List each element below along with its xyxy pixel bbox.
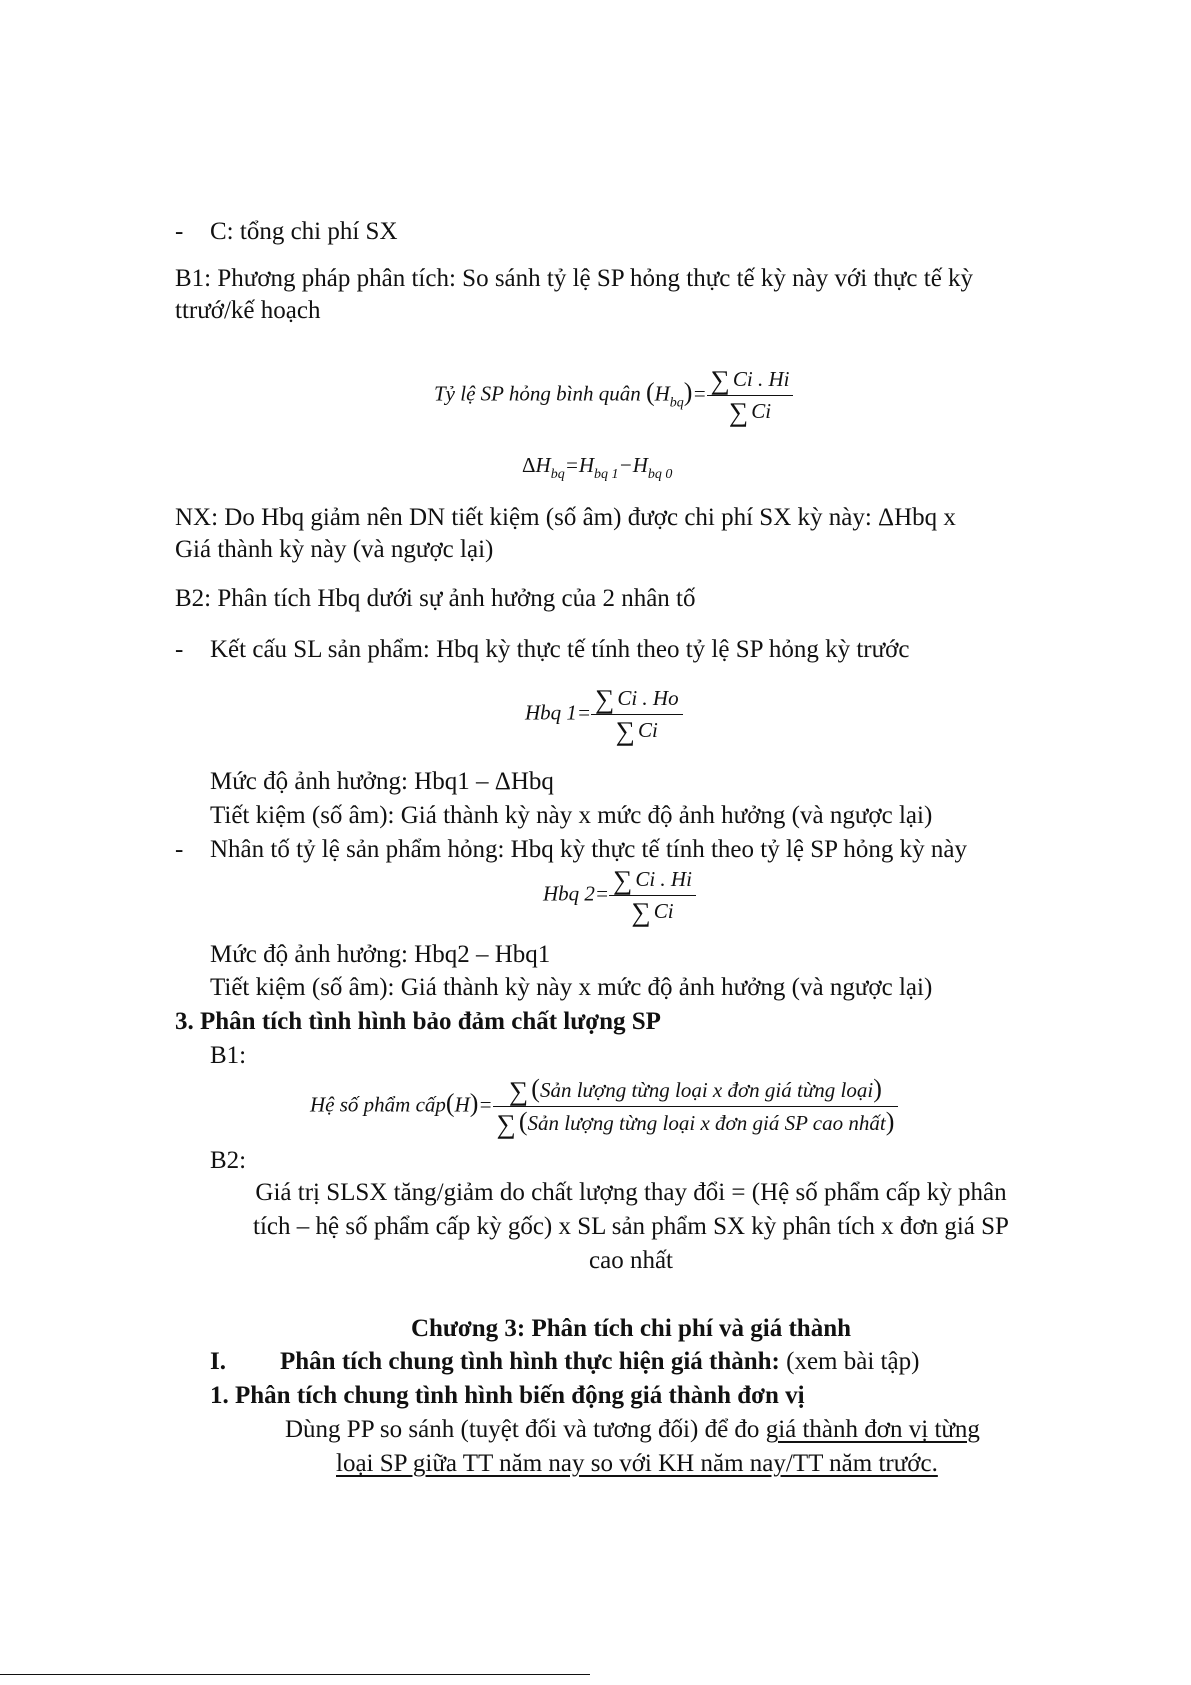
formula-delta-hbq: $\Delta H_{bq}=H_{bq 1}-H_{bq 0}$	[522, 453, 673, 482]
roman-numeral: I.	[210, 1348, 226, 1375]
c-definition: C: tổng chi phí SX	[210, 218, 398, 245]
effect1-text: Mức độ ảnh hưởng: Hbq1 – ΔHbq	[210, 768, 554, 795]
effect2-text: Mức độ ảnh hưởng: Hbq2 – Hbq1	[210, 941, 551, 968]
factor2-text: Nhân tố tỷ lệ sản phẩm hỏng: Hbq kỳ thực tế tính theo tỷ lệ SP hỏng kỳ này	[210, 836, 967, 863]
formula-he-so-pham-cap: Hệ số phẩm cấp(H)= $\frac{\text{∑ (Sản lượng từng loại x đơn giá từng loại)}}{\text{∑ (Sản lượng từng loại x đơn giá SP cao nhất)}}$	[310, 1076, 898, 1137]
section-3-heading: 3. Phân tích tình hình bảo đảm chất lượng SP	[175, 1008, 661, 1035]
subsection-1-heading: 1. Phân tích chung tình hình biến động giá thành đơn vị	[210, 1382, 805, 1409]
nx-line2: Giá thành kỳ này (và ngược lại)	[175, 536, 494, 563]
b2-title: B2: Phân tích Hbq dưới sự ảnh hưởng của 2 nhân tố	[175, 585, 696, 612]
b1-label: B1:	[210, 1042, 247, 1069]
formula-hbq-average: Tỷ lệ SP hỏng bình quân $(H_{bq})=$ $\frac{\sum Ci . Hi}{\sum Ci}$	[434, 366, 793, 425]
method-line2: loại SP giữa TT năm nay so với KH năm nay/TT năm trước.	[336, 1450, 938, 1477]
bullet-dash: -	[175, 218, 184, 245]
formula-hbq-label: Tỷ lệ SP hỏng bình quân	[434, 381, 641, 406]
quality-line3: cao nhất	[589, 1247, 673, 1274]
bullet-dash: -	[175, 636, 184, 663]
b1-method-line2: ttrướ/kế hoạch	[175, 297, 321, 324]
nx-line1: NX: Do Hbq giảm nên DN tiết kiệm (số âm) được chi phí SX kỳ này: ΔHbq x	[175, 504, 956, 531]
saving2-text: Tiết kiệm (số âm): Giá thành kỳ này x mức độ ảnh hưởng (và ngược lại)	[210, 974, 933, 1001]
b2-label: B2:	[210, 1147, 247, 1174]
bullet-dash: -	[175, 836, 184, 863]
method-line1: Dùng PP so sánh (tuyệt đối và tương đối) để đo giá thành đơn vị từng	[285, 1416, 980, 1443]
formula-hbq2: Hbq 2= $\frac{\sum Ci . Hi}{\sum Ci}$	[543, 866, 696, 925]
saving1-text: Tiết kiệm (số âm): Giá thành kỳ này x mức độ ảnh hưởng (và ngược lại)	[210, 802, 933, 829]
factor1-text: Kết cấu SL sản phẩm: Hbq kỳ thực tế tính theo tỷ lệ SP hỏng kỳ trước	[210, 636, 910, 663]
formula-hbq1: Hbq 1= $\frac{\sum Ci . Ho}{\sum Ci}$	[525, 685, 683, 744]
footnote-separator	[0, 1674, 590, 1675]
quality-line2: tích – hệ số phẩm cấp kỳ gốc) x SL sản phẩm SX kỳ phân tích x đơn giá SP	[253, 1213, 1009, 1240]
fraction: $\frac{\sum Ci . Hi}{\sum Ci}$	[707, 366, 794, 425]
section-i-heading: Phân tích chung tình hình thực hiện giá thành: (xem bài tập)	[280, 1348, 920, 1375]
quality-line1: Giá trị SLSX tăng/giảm do chất lượng thay đổi = (Hệ số phẩm cấp kỳ phân	[255, 1179, 1007, 1206]
chapter-3-title: Chương 3: Phân tích chi phí và giá thành	[410, 1315, 852, 1342]
b1-method-line1: B1: Phương pháp phân tích: So sánh tỷ lệ SP hỏng thực tế kỳ này với thực tế kỳ	[175, 265, 974, 292]
